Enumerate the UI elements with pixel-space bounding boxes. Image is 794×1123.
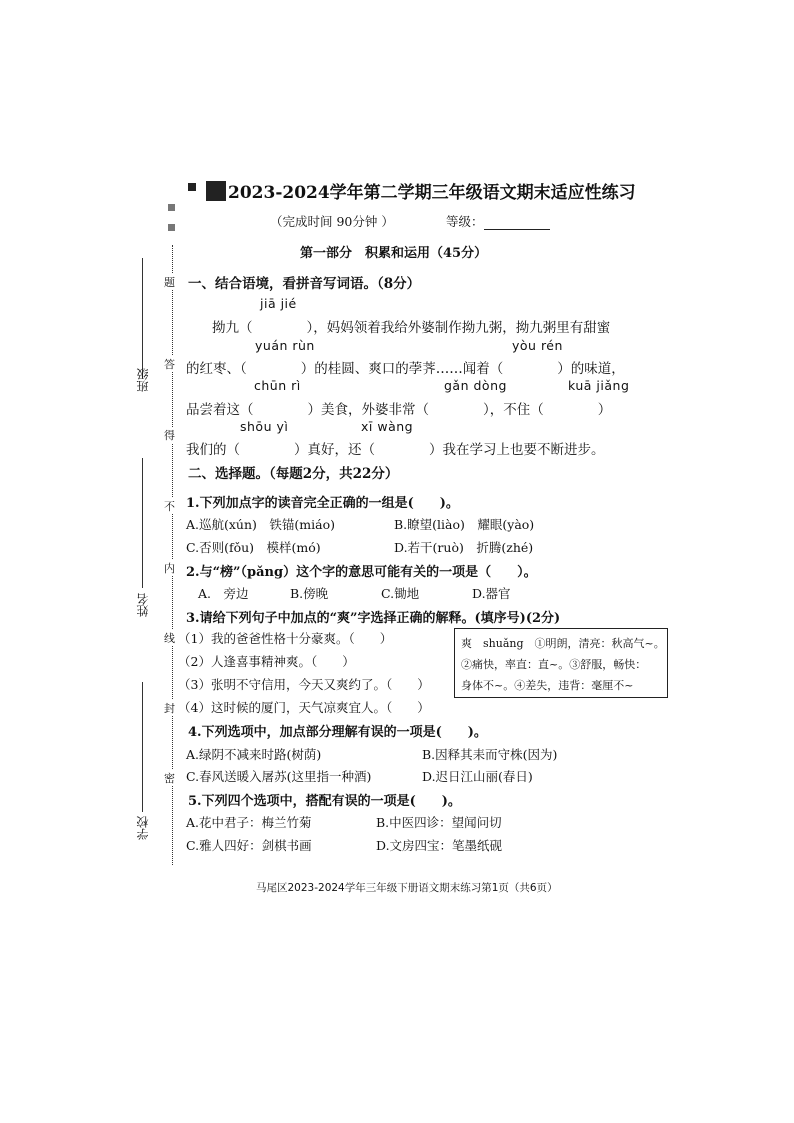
q2-item4-option-d: D.迟日江山丽(春日)	[422, 769, 533, 784]
q2-item4-option-c: C.春风送暖入屠苏(这里指一种酒)	[186, 769, 372, 784]
name-write-line	[142, 458, 143, 588]
scan-mark-side-1	[168, 204, 175, 211]
class-write-line	[142, 258, 143, 378]
q2-item3-sentence-4: （4）这时候的厦门，天气凉爽宜人。（ ）	[178, 700, 430, 715]
q2-item1-option-d: D.若干(ruò) 折腾(zhé)	[394, 540, 534, 555]
q1-heading: 一、结合语境，看拼音写词语。（8分）	[188, 276, 421, 292]
q1-line-3: 品尝着这（ ）美食，外婆非常（ ），不住（ ）	[186, 402, 612, 418]
time-limit: （完成时间 90分钟 ）	[270, 214, 394, 229]
q2-item3-sentence-2: （2）人逢喜事精神爽。（ ）	[178, 654, 355, 669]
q2-item3-stem: 3.请给下列句子中加点的“爽”字选择正确的解释。(填序号)(2分)	[186, 611, 561, 626]
q1-line-4: 我们的（ ）真好，还（ ）我在学习上也要不断进步。	[186, 442, 605, 458]
name-label: 姓名	[136, 593, 150, 617]
q2-item5-option-b: B.中医四诊：望闻问切	[376, 815, 502, 830]
exam-title: 2023-2024学年第二学期三年级语文期末适应性练习	[228, 183, 636, 203]
pinyin-kuajiang: kuā jiǎng	[568, 378, 630, 393]
pinyin-chunri: chūn rì	[254, 378, 301, 393]
q2-item1-option-a: A.巡航(xún) 铁锚(miáo)	[186, 517, 335, 532]
pinyin-youren: yòu rén	[512, 338, 563, 353]
q2-item5-option-c: C.雅人四好：剑棋书画	[186, 838, 312, 853]
definition-box	[454, 628, 668, 698]
q2-item4-stem: 4.下列选项中，加点部分理解有误的一项是( )。	[188, 725, 487, 740]
pinyin-yuanrun: yuán rùn	[255, 338, 315, 353]
q2-item2-stem: 2.与“榜”（pǎng）这个字的意思可能有关的一项是（ ）。	[186, 565, 537, 580]
school-write-line	[142, 682, 143, 812]
q2-item5-option-d: D.文房四宝：笔墨纸砚	[376, 838, 503, 853]
pinyin-shouyi: shōu yì	[240, 419, 289, 434]
part1-heading: 第一部分 积累和运用（45分）	[300, 246, 488, 261]
pinyin-gandong: gǎn dòng	[444, 378, 507, 393]
grade-label: 等级：	[446, 214, 484, 229]
q2-item2-option-d: D.器官	[472, 586, 511, 601]
q2-item4-option-a: A.绿阴不减来时路(树荫)	[186, 747, 322, 762]
q2-item5-stem: 5.下列四个选项中，搭配有误的一项是( )。	[188, 794, 461, 809]
q2-item1-option-b: B.瞭望(liào) 耀眼(yào)	[394, 517, 535, 532]
page-footer: 马尾区2023-2024学年三年级下册语文期末练习第1页（共6页）	[256, 882, 558, 894]
pinyin-xiwang: xī wàng	[361, 419, 414, 434]
definition-line-3: 身体不~。④差失，违背：毫厘不~	[461, 679, 634, 692]
definition-line-1: 爽 shuǎng ①明朗，清亮：秋高气~。	[461, 637, 665, 650]
seal-char-8: 密	[164, 772, 175, 785]
definition-line-2: ②痛快，率直：直~。③舒服，畅快：	[461, 658, 647, 671]
q1-line-2: 的红枣、（ ）的桂圆、爽口的荸荠……闻着（ ）的味道，	[186, 361, 625, 377]
scan-mark-small	[188, 183, 196, 191]
seal-char-3: 得	[164, 429, 175, 442]
q2-item1-stem: 1.下列加点字的读音完全正确的一组是( )。	[186, 496, 459, 511]
q2-item2-option-a: A. 旁边	[198, 586, 249, 601]
q2-item1-option-c: C.否则(fǒu) 模样(mó)	[186, 540, 321, 555]
class-label: 班级	[136, 368, 150, 392]
q2-item2-option-b: B.傍晚	[290, 586, 329, 601]
seal-char-2: 答	[164, 358, 175, 371]
school-label: 学校	[136, 816, 150, 840]
q2-item3-sentence-1: （1）我的爸爸性格十分豪爽。（ ）	[178, 631, 393, 646]
q2-heading: 二、选择题。（每题2分，共22分）	[188, 466, 399, 482]
q2-item3-sentence-3: （3）张明不守信用，今天又爽约了。（ ）	[178, 677, 430, 692]
q2-item2-option-c: C.锄地	[381, 586, 420, 601]
scan-mark-large	[206, 181, 226, 201]
seal-char-7: 封	[164, 702, 175, 715]
seal-char-6: 线	[164, 632, 175, 645]
q2-item4-option-b: B.因释其耒而守株(因为)	[422, 747, 558, 762]
grade-field	[446, 212, 550, 230]
q2-item5-option-a: A.花中君子：梅兰竹菊	[186, 815, 312, 830]
q1-line-1: 拗九（ ），妈妈领着我给外婆制作拗九粥，拗九粥里有甜蜜	[212, 320, 611, 336]
seal-char-4: 不	[164, 500, 175, 513]
seal-char-5: 内	[164, 562, 175, 575]
grade-blank	[484, 215, 550, 230]
seal-char-1: 题	[164, 276, 175, 289]
scan-mark-side-2	[168, 224, 175, 231]
pinyin-jiajie: jiā jié	[260, 296, 297, 311]
